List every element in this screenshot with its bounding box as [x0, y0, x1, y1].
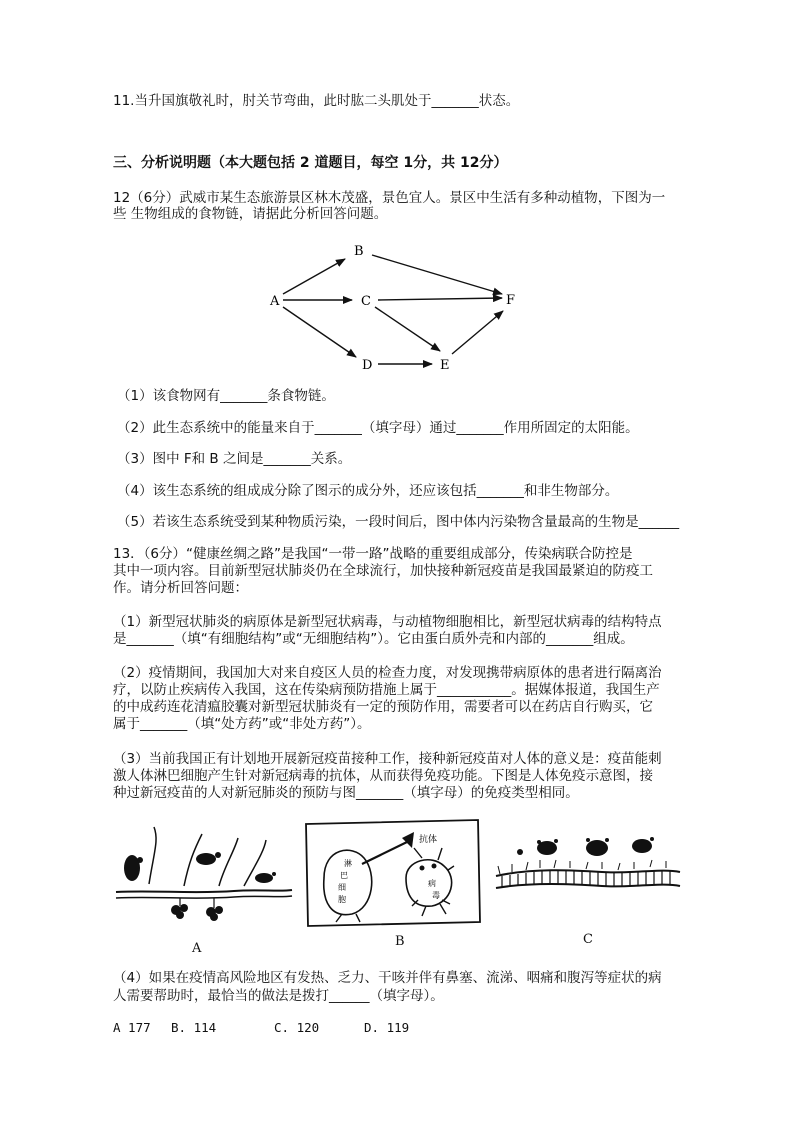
question-13-sub-3-line-2: 激人体淋巴细胞产生针对新冠病毒的抗体，从而获得免疫功能。下图是人体免疫示意图，接 [113, 768, 653, 784]
option-a: A 177 [113, 1020, 151, 1035]
question-13-intro-2: 其中一项内容。目前新型冠状肺炎仍在全球流行，加快接种新冠疫苗是我国最紧迫的防疫工 [113, 563, 653, 579]
question-13-sub-1-line-2: 是_______（填“有细胞结构”或“无细胞结构”）。它由蛋白质外壳和内部的_______组成。 [113, 631, 634, 647]
option-b: B. 114 [171, 1020, 217, 1035]
question-13-sub-2-line-1: （2）疫情期间，我国加大对来自疫区人员的检查力度，对发现携带病原体的患者进行隔离治 [113, 665, 662, 681]
immune-image-c [492, 828, 682, 908]
immune-image-b [302, 818, 482, 928]
image-c-label: C [583, 932, 593, 947]
node-b: B [354, 244, 364, 259]
node-a: A [270, 294, 280, 309]
question-13-sub-1-line-1: （1）新型冠状肺炎的病原体是新型冠状病毒，与动植物细胞相比，新型冠状病毒的结构特点 [113, 614, 662, 630]
image-b-virus-char-1: 病 [428, 879, 436, 888]
question-13-sub-2-line-2: 疗，以防止疾病传入我国，这在传染病预防措施上属于___________。据媒体报道，我国生产 [113, 682, 660, 698]
image-b-cell-char-4: 胞 [338, 895, 346, 904]
answer-options [113, 1019, 409, 1037]
question-13-sub-3-line-3: 种过新冠疫苗的人对新冠肺炎的预防与图_______（填字母）的免疫类型相同。 [113, 785, 579, 801]
question-11: 11.当升国旗敬礼时，肘关节弯曲，此时肱二头肌处于_______状态。 [113, 93, 520, 109]
image-b-cell-char-3: 细 [338, 883, 346, 892]
question-12-sub-5: （5）若该生态系统受到某种物质污染，一段时间后，图中体内污染物含量最高的生物是______ [117, 514, 680, 530]
question-12-sub-4: （4）该生态系统的组成成分除了图示的成分外，还应该包括_______和非生物部分。 [117, 483, 619, 499]
arrow-e-f [452, 311, 503, 354]
question-12-sub-2: （2）此生态系统中的能量来自于_______（填字母）通过_______作用所固定的太阳能。 [117, 420, 639, 436]
arrow-c-e [375, 307, 440, 351]
option-d: D. 119 [364, 1020, 410, 1035]
node-f: F [506, 293, 516, 308]
question-13-intro-1: 13．（6分）“健康丝绸之路”是我国“一带一路”战略的重要组成部分，传染病联合防控是 [113, 546, 633, 562]
node-d: D [362, 358, 373, 373]
section-3-heading: 三、分析说明题（本大题包括 2 道题目，每空 1分，共 12分） [113, 155, 508, 171]
arrow-b-f [372, 255, 502, 294]
immune-image-a [114, 822, 294, 922]
question-13-intro-3: 作。请分析回答问题： [113, 580, 248, 596]
image-b-label: B [395, 934, 405, 949]
question-13-sub-2-line-4: 属于_______（填“处方药”或“非处方药”）。 [113, 716, 371, 732]
question-12-intro-2: 些 生物组成的食物链，请据此分析回答问题。 [113, 206, 388, 222]
arrow-c-f [378, 298, 502, 300]
arrow-a-b [283, 259, 345, 294]
question-13-sub-4-line-1: （4）如果在疫情高风险地区有发热、乏力、干咳并伴有鼻塞、流涕、咽痛和腹泻等症状的病 [113, 970, 662, 986]
image-b-cell-char-2: 巴 [340, 871, 348, 880]
arrow-a-d [283, 307, 356, 357]
question-13-sub-4-line-2: 人需要帮助时，最恰当的做法是拨打______（填字母）。 [113, 988, 444, 1004]
option-c: C. 120 [274, 1020, 320, 1035]
question-13-sub-2-line-3: 的中成药连花清瘟胶囊对新型冠状肺炎有一定的预防作用，需要者可以在药店自行购买，它 [113, 699, 653, 715]
image-b-virus-char-2: 毒 [432, 891, 440, 900]
question-13-sub-3-line-1: （3）当前我国正有计划地开展新冠疫苗接种工作，接种新冠疫苗对人体的意义是：疫苗能刺 [113, 751, 662, 767]
question-12-sub-3: （3）图中 F和 B 之间是_______关系。 [117, 451, 352, 467]
question-12-intro-1: 12（6分）武威市某生态旅游景区林木茂盛，景色宜人。景区中生活有多种动植物，下图为一 [113, 190, 666, 206]
image-b-antibody: 抗体 [419, 835, 438, 845]
image-b-cell-char-1: 淋 [344, 859, 352, 868]
food-web-diagram [0, 237, 794, 377]
node-c: C [361, 294, 371, 309]
node-e: E [440, 358, 450, 373]
question-12-sub-1: （1）该食物网有_______条食物链。 [117, 388, 335, 404]
image-a-label: A [192, 941, 202, 956]
